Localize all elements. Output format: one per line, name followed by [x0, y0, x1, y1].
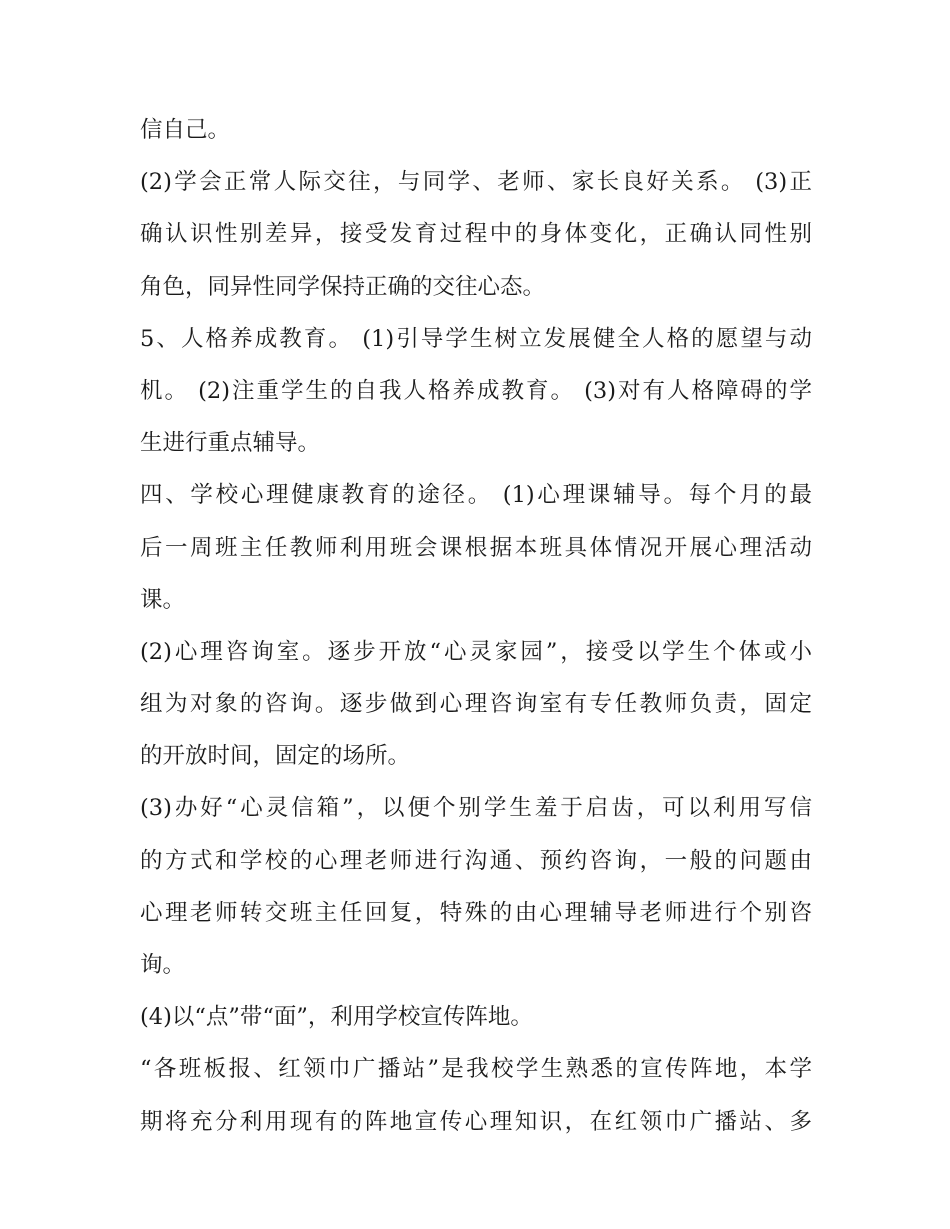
- text-line: 5、人格养成教育。 (1)引导学生树立发展健全人格的愿望与动: [140, 325, 812, 352]
- text-line: 信自己。: [140, 117, 231, 143]
- paragraph: [140, 1043, 812, 1147]
- text-line: 询。: [140, 952, 186, 978]
- paragraph: [140, 991, 812, 1043]
- text-line: (4)以“点”带“面”，利用学校宣传阵地。: [140, 1004, 533, 1031]
- text-line: (2)学会正常人际交往，与同学、老师、家长良好关系。 (3)正: [140, 169, 812, 196]
- text-line: 角色，同异性同学保持正确的交往心态。: [140, 273, 546, 300]
- text-line: “各班板报、红领巾广播站”是我校学生熟悉的宣传阵地，本学: [140, 1056, 812, 1083]
- paragraph: [140, 469, 812, 626]
- text-line: 生进行重点辅导。: [140, 430, 321, 457]
- text-line: 的方式和学校的心理老师进行沟通、预约咨询，一般的问题由: [140, 847, 812, 874]
- body-text: [140, 104, 812, 1148]
- text-line: 的开放时间，固定的场所。: [140, 743, 411, 770]
- text-line: 课。: [140, 586, 186, 613]
- text-line: 四、学校心理健康教育的途径。 (1)心理课辅导。每个月的最: [140, 482, 812, 509]
- text-line: 确认识性别差异，接受发育过程中的身体变化，正确认同性别: [140, 221, 812, 248]
- paragraph: [140, 782, 812, 991]
- text-line: 期将充分利用现有的阵地宣传心理知识，在红领巾广播站、多: [140, 1108, 812, 1135]
- paragraph: [140, 626, 812, 783]
- paragraph: [140, 104, 812, 156]
- paragraph: [140, 313, 812, 470]
- text-line: 机。 (2)注重学生的自我人格养成教育。 (3)对有人格障碍的学: [140, 377, 812, 404]
- text-line: 后一周班主任教师利用班会课根据本班具体情况开展心理活动: [140, 534, 812, 561]
- text-line: 心理老师转交班主任回复，特殊的由心理辅导老师进行个别咨: [140, 899, 812, 926]
- paragraph: [140, 156, 812, 313]
- text-line: (2)心理咨询室。逐步开放“心灵家园”，接受以学生个体或小: [140, 638, 812, 665]
- text-line: 组为对象的咨询。逐步做到心理咨询室有专任教师负责，固定: [140, 691, 812, 718]
- text-line: (3)办好“心灵信箱”，以便个别学生羞于启齿，可以利用写信: [140, 795, 812, 822]
